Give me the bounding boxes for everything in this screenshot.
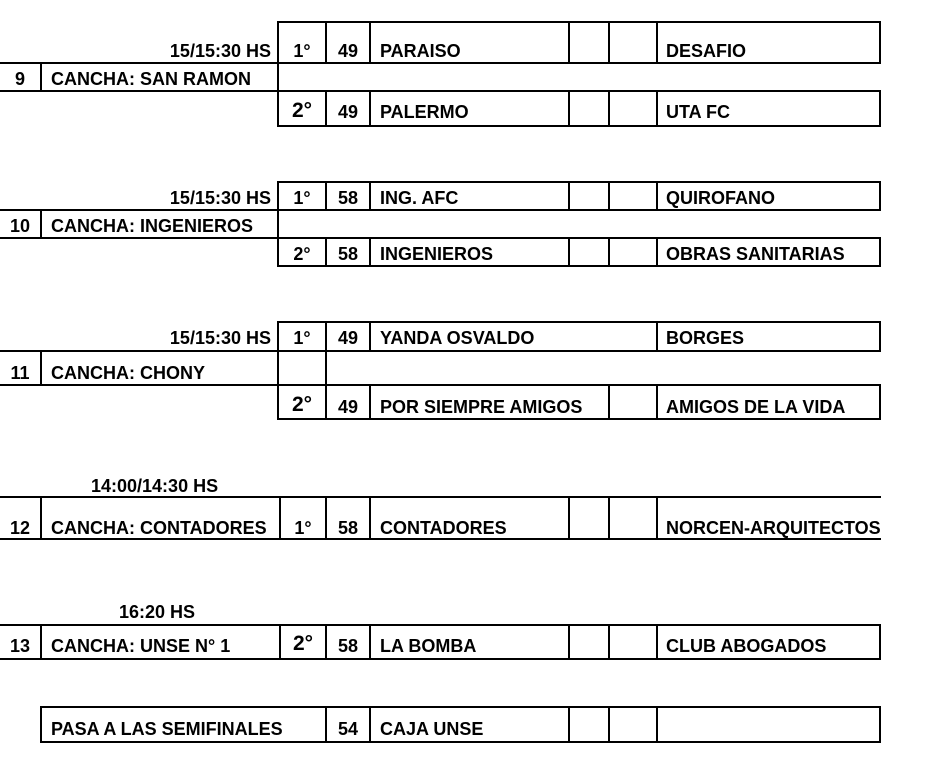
division-label: 1° bbox=[294, 518, 312, 538]
home-team: LA BOMBA bbox=[380, 636, 477, 656]
match-number: 11 bbox=[10, 363, 30, 383]
away-team: UTA FC bbox=[666, 102, 730, 122]
home-team: CONTADORES bbox=[380, 518, 507, 538]
away-team: AMIGOS DE LA VIDA bbox=[666, 397, 846, 417]
division-label: 1° bbox=[293, 328, 311, 348]
match-time: 14:00/14:30 HS bbox=[91, 476, 219, 496]
match-number: 10 bbox=[9, 216, 31, 236]
category-label: 49 bbox=[337, 397, 359, 417]
category-label: 54 bbox=[337, 719, 359, 739]
away-team: BORGES bbox=[666, 328, 745, 348]
category-label: 49 bbox=[337, 328, 359, 348]
division-label: 2° bbox=[291, 393, 313, 416]
category-label: 58 bbox=[337, 636, 359, 656]
away-team: DESAFIO bbox=[666, 41, 747, 61]
home-team: ING. AFC bbox=[380, 188, 459, 208]
away-team: OBRAS SANITARIAS bbox=[666, 244, 845, 264]
home-team: PARAISO bbox=[380, 41, 461, 61]
away-team: QUIROFANO bbox=[666, 188, 776, 208]
category-label: 58 bbox=[337, 518, 359, 538]
division-label: 2° bbox=[291, 99, 313, 122]
qualified-team: CAJA UNSE bbox=[380, 719, 484, 739]
venue-label: CANCHA: SAN RAMON bbox=[51, 69, 251, 89]
venue-label: CANCHA: INGENIEROS bbox=[51, 216, 254, 236]
match-time: 15/15:30 HS bbox=[169, 328, 271, 348]
match-number: 12 bbox=[9, 518, 31, 538]
category-label: 49 bbox=[337, 41, 359, 61]
division-label: 2° bbox=[293, 244, 311, 264]
division-label: 1° bbox=[293, 188, 311, 208]
away-team: CLUB ABOGADOS bbox=[666, 636, 827, 656]
venue-label: CANCHA: UNSE N° 1 bbox=[51, 636, 231, 656]
home-team: YANDA OSVALDO bbox=[380, 328, 535, 348]
category-label: 49 bbox=[337, 102, 359, 122]
semifinal-label: PASA A LAS SEMIFINALES bbox=[51, 719, 283, 739]
away-team: NORCEN-ARQUITECTOS bbox=[666, 518, 881, 538]
division-label: 1° bbox=[293, 41, 311, 61]
match-time: 16:20 HS bbox=[119, 602, 196, 622]
home-team: POR SIEMPRE AMIGOS bbox=[380, 397, 583, 417]
match-time: 15/15:30 HS bbox=[169, 188, 271, 208]
home-team: INGENIEROS bbox=[380, 244, 494, 264]
category-label: 58 bbox=[337, 244, 359, 264]
venue-label: CANCHA: CONTADORES bbox=[51, 518, 267, 538]
match-time: 15/15:30 HS bbox=[169, 41, 271, 61]
match-number: 9 bbox=[14, 69, 25, 89]
category-label: 58 bbox=[337, 188, 359, 208]
match-number: 13 bbox=[9, 636, 31, 656]
home-team: PALERMO bbox=[380, 102, 469, 122]
venue-label: CANCHA: CHONY bbox=[51, 363, 205, 383]
division-label: 2° bbox=[292, 632, 314, 655]
